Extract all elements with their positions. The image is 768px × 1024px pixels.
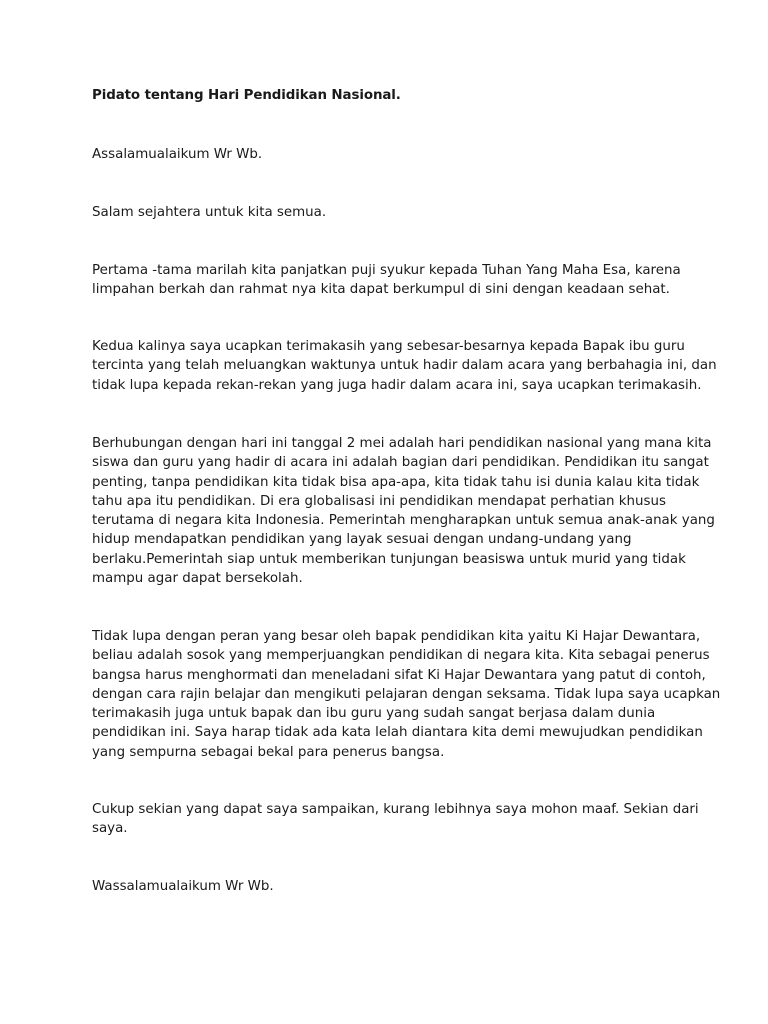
text-line: hidup mendapatkan pendidikan yang layak sesuai dengan undang-undang yang bbox=[92, 532, 632, 548]
text-line: Wassalamualaikum Wr Wb. bbox=[92, 879, 274, 894]
text-line: Salam sejahtera untuk kita semua. bbox=[92, 205, 327, 220]
text-line: Assalamualaikum Wr Wb. bbox=[92, 147, 263, 162]
paragraph-cukup bbox=[92, 800, 712, 839]
text-line: tahu apa itu pendidikan. Di era globalisasi ini pendidikan mendapat perhatian khusus bbox=[92, 493, 666, 509]
text-line: berlaku.Pemerintah siap untuk memberikan tunjungan beasiswa untuk murid yang tidak bbox=[92, 551, 686, 567]
text-line: Pertama -tama marilah kita panjatkan puji syukur kepada Tuhan Yang Maha Esa, karena bbox=[92, 263, 681, 278]
text-line: beliau adalah sosok yang memperjuangkan pendidikan di negara kita. Kita sebagai penerus bbox=[92, 648, 710, 664]
paragraph-pertama bbox=[92, 261, 712, 300]
text-line: mampu agar dapat bersekolah. bbox=[92, 571, 303, 587]
text-line: bangsa harus menghormati dan meneladani sifat Ki Hajar Dewantara yang patut di contoh, bbox=[92, 667, 706, 683]
text-line: saya. bbox=[92, 821, 128, 837]
paragraph-tidak-lupa bbox=[92, 627, 721, 762]
text-line: yang sempurna sebagai bekal para penerus bangsa. bbox=[92, 744, 445, 760]
text-line: pendidikan ini. Saya harap tidak ada kata lelah diantara kita demi mewujudkan pendidikan bbox=[92, 725, 703, 741]
text-line: terimakasih juga untuk bapak dan ibu guru yang sudah sangat berjasa dalam dunia bbox=[92, 706, 656, 722]
text-line: tercinta yang telah meluangkan waktunya untuk hadir dalam acara yang berbahagia ini, dan bbox=[92, 358, 717, 374]
text-line: Cukup sekian yang dapat saya sampaikan, kurang lebihnya saya mohon maaf. Sekian dari bbox=[92, 802, 699, 817]
text-line: tidak lupa kepada rekan-rekan yang juga hadir dalam acara ini, saya ucapkan terimakasih. bbox=[92, 377, 702, 393]
paragraph-closing bbox=[92, 877, 712, 896]
text-line: Berhubungan dengan hari ini tanggal 2 mei adalah hari pendidikan nasional yang mana kita bbox=[92, 436, 712, 451]
paragraph-greeting bbox=[92, 145, 712, 164]
document-title: Pidato tentang Hari Pendidikan Nasional. bbox=[92, 88, 401, 103]
text-line: Kedua kalinya saya ucapkan terimakasih yang sebesar-besarnya kepada Bapak ibu guru bbox=[92, 339, 685, 354]
paragraph-berhubungan bbox=[92, 434, 715, 588]
text-line: limpahan berkah dan rahmat nya kita dapat berkumpul di sini dengan keadaan sehat. bbox=[92, 282, 670, 298]
text-line: terutama di negara kita Indonesia. Pemerintah mengharapkan untuk semua anak-anak yang bbox=[92, 513, 715, 529]
text-line: Tidak lupa dengan peran yang besar oleh bapak pendidikan kita yaitu Ki Hajar Dewantara, bbox=[92, 629, 701, 644]
paragraph-kedua bbox=[92, 337, 717, 395]
text-line: siswa dan guru yang hadir di acara ini adalah bagian dari pendidikan. Pendidikan itu sangat bbox=[92, 455, 709, 471]
paragraph-salam bbox=[92, 203, 712, 222]
text-line: penting, tanpa pendidikan kita tidak bisa apa-apa, kita tidak tahu isi dunia kalau kita tidak bbox=[92, 474, 700, 490]
text-line: dengan cara rajin belajar dan mengikuti pelajaran dengan seksama. Tidak lupa saya ucapkan bbox=[92, 686, 721, 702]
